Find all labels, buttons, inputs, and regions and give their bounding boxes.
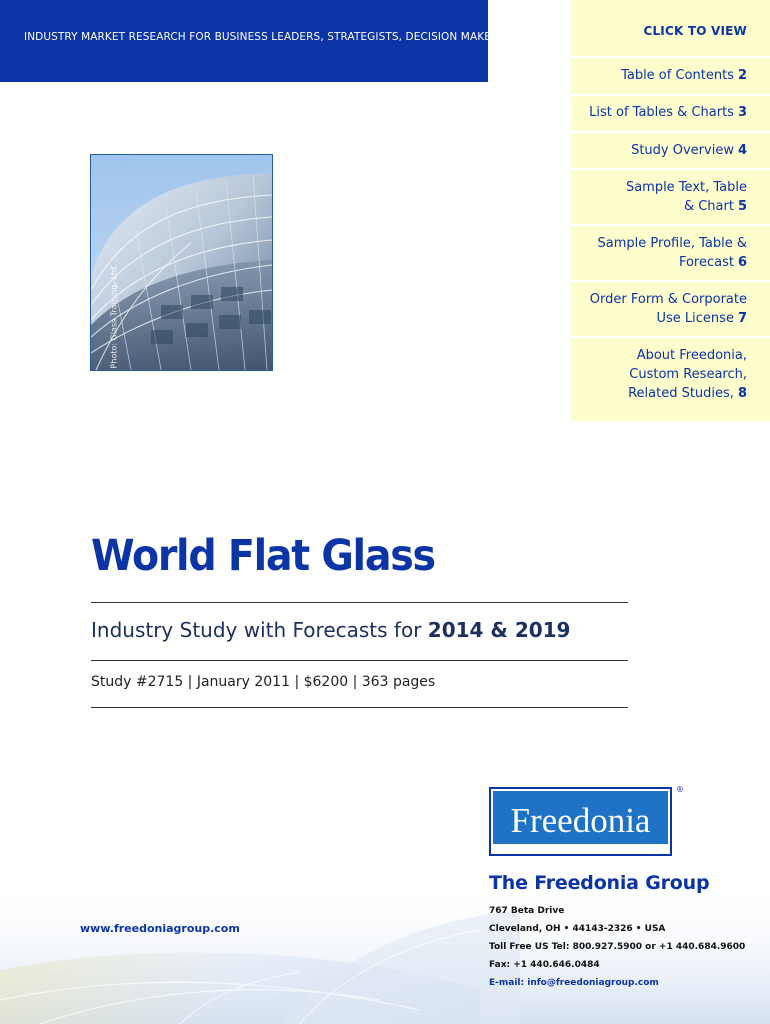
nav-item-page: 4 — [737, 143, 747, 158]
address-email[interactable]: E-mail: info@freedoniagroup.com — [489, 978, 659, 988]
cover-photo — [90, 154, 273, 371]
nav-item-sample-profile[interactable] — [598, 234, 747, 272]
nav-item-page: 5 — [737, 199, 747, 214]
nav-item-label: Use License — [656, 311, 734, 326]
nav-item-page: 7 — [737, 311, 747, 326]
logo-text: Freedonia — [510, 801, 651, 840]
nav-item-label: List of Tables & Charts — [589, 105, 734, 120]
nav-item-label: Sample Text, Table — [625, 180, 747, 195]
nav-item-page: 3 — [737, 105, 747, 120]
nav-item-label: Study Overview — [631, 143, 734, 158]
photo-credit: Photo: Glass Training, Ltd. — [109, 264, 119, 369]
company-name: The Freedonia Group — [489, 872, 710, 894]
decorative-glass-art — [0, 880, 770, 1024]
nav-item-label: Sample Profile, Table & — [597, 236, 747, 251]
nav-item-label: Custom Research, — [629, 367, 747, 382]
nav-item-list-of-tables[interactable] — [589, 103, 747, 122]
nav-heading: CLICK TO VIEW — [643, 24, 747, 38]
nav-divider — [571, 224, 770, 226]
nav-item-label: About Freedonia, — [636, 348, 747, 363]
subtitle-years: 2014 & 2019 — [427, 618, 571, 642]
nav-item-order-form[interactable] — [590, 290, 747, 328]
freedonia-logo — [489, 787, 672, 856]
nav-divider — [571, 336, 770, 338]
header-tagline: INDUSTRY MARKET RESEARCH FOR BUSINESS LEADERS, STRATEGISTS, DECISION MAKERS — [24, 31, 506, 43]
nav-divider — [571, 280, 770, 282]
nav-item-label: & Chart — [683, 199, 734, 214]
nav-item-label: Order Form & Corporate — [589, 292, 747, 307]
nav-divider — [571, 56, 770, 58]
nav-item-label: Table of Contents — [621, 68, 734, 83]
nav-item-page: 8 — [737, 386, 747, 401]
nav-item-page: 2 — [737, 68, 747, 83]
study-meta: Study #2715 | January 2011 | $6200 | 363 pages — [91, 674, 436, 690]
subtitle-divider — [91, 660, 628, 661]
nav-divider — [571, 94, 770, 96]
nav-divider — [571, 168, 770, 170]
nav-item-page: 6 — [737, 255, 747, 270]
address-phone: Toll Free US Tel: 800.927.5900 or +1 440.684.9600 — [489, 942, 746, 952]
website-link[interactable]: www.freedoniagroup.com — [80, 922, 240, 935]
nav-item-about-freedonia[interactable] — [628, 346, 747, 403]
header-band — [0, 0, 506, 82]
page-title: World Flat Glass — [91, 531, 435, 581]
registered-mark: ® — [676, 785, 684, 794]
nav-item-sample-text[interactable] — [626, 178, 747, 216]
address-city: Cleveland, OH • 44143-2326 • USA — [489, 924, 666, 934]
page-subtitle — [91, 618, 570, 642]
meta-divider — [91, 707, 628, 708]
address-street: 767 Beta Drive — [489, 906, 565, 916]
nav-item-label: Forecast — [678, 255, 734, 270]
title-divider — [91, 602, 628, 603]
subtitle-text: Industry Study with Forecasts for — [91, 618, 428, 642]
nav-divider — [571, 131, 770, 133]
nav-item-study-overview[interactable] — [631, 141, 747, 160]
address-fax: Fax: +1 440.646.0484 — [489, 960, 600, 970]
nav-item-label: Related Studies, — [628, 386, 734, 401]
nav-panel — [571, 0, 770, 421]
nav-item-table-of-contents[interactable] — [621, 66, 747, 85]
